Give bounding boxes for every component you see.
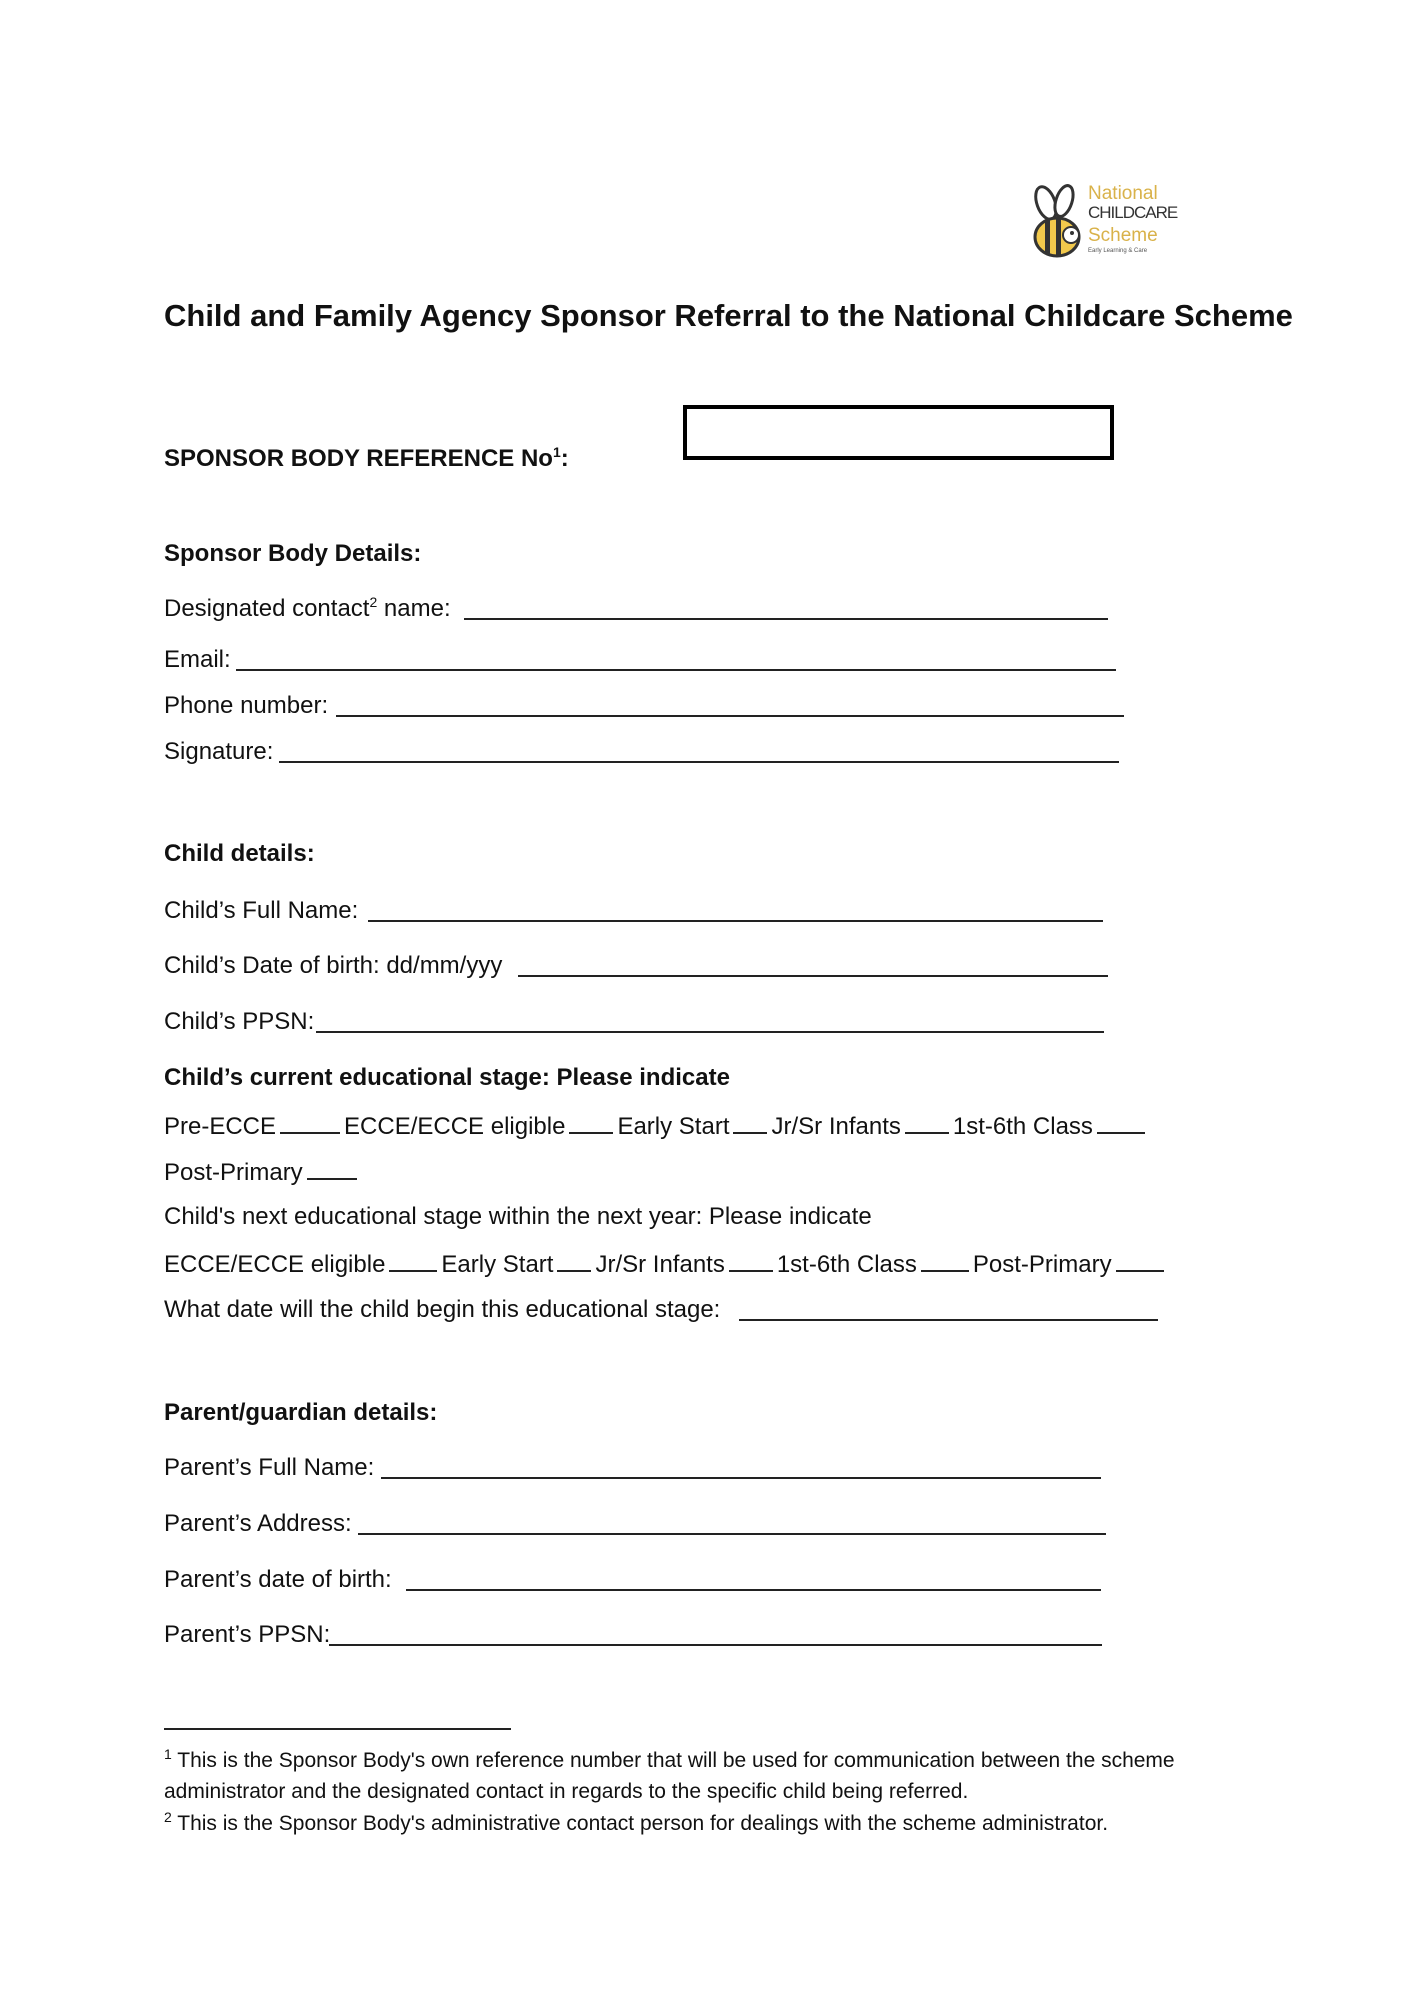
next-option-post-primary: Post-Primary [972, 1251, 1112, 1278]
parent-address-field[interactable] [358, 1533, 1106, 1535]
parent-name-label: Parent’s Full Name: [164, 1454, 375, 1481]
next-option-early-start: Early Start [441, 1251, 554, 1278]
1st-6th-class-field[interactable] [1097, 1110, 1145, 1134]
next-option-1st-6th-class: 1st-6th Class [776, 1251, 917, 1278]
early-start-field[interactable] [733, 1110, 767, 1134]
current-stage-options [164, 1110, 1149, 1142]
reference-number-field[interactable] [683, 405, 1114, 460]
option-pre-ecce: Pre-ECCE [164, 1113, 277, 1140]
email-label: Email: [164, 646, 231, 673]
email-field[interactable] [236, 669, 1116, 671]
next-stage-options [164, 1248, 1168, 1280]
next-option-ecce: ECCE/ECCE eligible [164, 1251, 386, 1278]
next-option-jr-sr-infants: Jr/Sr Infants [595, 1251, 725, 1278]
phone-field[interactable] [336, 715, 1124, 717]
footnote-separator [164, 1728, 511, 1730]
designated-contact-label: Designated contact$^2$ name: [164, 594, 451, 622]
option-early-start: Early Start [617, 1113, 730, 1140]
begin-date-label: What date will the child begin this educational stage: [164, 1296, 721, 1323]
logo-scheme: Scheme [1088, 225, 1158, 246]
current-stage-heading: Child’s current educational stage: Please indicate [164, 1064, 730, 1091]
logo-national: National [1088, 183, 1158, 204]
parent-address-label: Parent’s Address: [164, 1510, 352, 1537]
parent-heading: Parent/guardian details: [164, 1399, 438, 1426]
footnote-1-line1: $^1$ This is the Sponsor Body's own reference number that will be used for communication between the scheme [164, 1746, 1175, 1772]
parent-dob-field[interactable] [406, 1589, 1101, 1591]
next-jr-sr-infants-field[interactable] [729, 1248, 773, 1272]
current-post-primary [164, 1156, 361, 1188]
designated-contact-field[interactable] [464, 618, 1108, 620]
phone-label: Phone number: [164, 692, 329, 719]
next-stage-label: Child's next educational stage within the next year: Please indicate [164, 1203, 872, 1230]
reference-label: SPONSOR BODY REFERENCE No$^1$: [164, 444, 569, 472]
logo-childcare: CHILDCARE [1088, 203, 1178, 222]
next-1st-6th-class-field[interactable] [921, 1248, 969, 1272]
parent-ppsn-field[interactable] [329, 1644, 1102, 1646]
option-ecce: ECCE/ECCE eligible [344, 1113, 566, 1140]
post-primary-field[interactable] [307, 1156, 357, 1180]
logo [1030, 183, 1178, 261]
child-ppsn-field[interactable] [316, 1031, 1104, 1033]
child-heading: Child details: [164, 840, 315, 867]
child-name-field[interactable] [368, 920, 1103, 922]
parent-dob-label: Parent’s date of birth: [164, 1566, 392, 1593]
next-early-start-field[interactable] [557, 1248, 591, 1272]
footnote-2: $^2$ This is the Sponsor Body's administrative contact person for dealings with the scheme administrator. [164, 1809, 1109, 1835]
bee-logo-icon [1030, 183, 1086, 261]
next-post-primary-field[interactable] [1116, 1248, 1164, 1272]
child-name-label: Child’s Full Name: [164, 897, 359, 924]
parent-ppsn-label: Parent’s PPSN: [164, 1621, 331, 1648]
next-ecce-field[interactable] [389, 1248, 437, 1272]
child-ppsn-label: Child’s PPSN: [164, 1008, 315, 1035]
pre-ecce-field[interactable] [280, 1110, 340, 1134]
begin-date-field[interactable] [739, 1319, 1158, 1321]
parent-name-field[interactable] [381, 1477, 1101, 1479]
child-dob-field[interactable] [518, 975, 1108, 977]
option-1st-6th-class: 1st-6th Class [952, 1113, 1093, 1140]
child-dob-label: Child’s Date of birth: dd/mm/yyy [164, 952, 503, 979]
signature-field[interactable] [279, 761, 1119, 763]
form-title: Child and Family Agency Sponsor Referral to the National Childcare Scheme [164, 298, 1293, 333]
option-post-primary: Post-Primary [164, 1159, 303, 1186]
logo-tagline: Early Learning & Care [1088, 248, 1148, 254]
sponsor-heading: Sponsor Body Details: [164, 540, 422, 567]
footnote-1-line2: administrator and the designated contact in regards to the specific child being referred. [164, 1780, 969, 1803]
option-jr-sr-infants: Jr/Sr Infants [771, 1113, 901, 1140]
footnote-1 [164, 1745, 1304, 1807]
jr-sr-infants-field[interactable] [905, 1110, 949, 1134]
ecce-field[interactable] [569, 1110, 613, 1134]
signature-label: Signature: [164, 738, 274, 765]
